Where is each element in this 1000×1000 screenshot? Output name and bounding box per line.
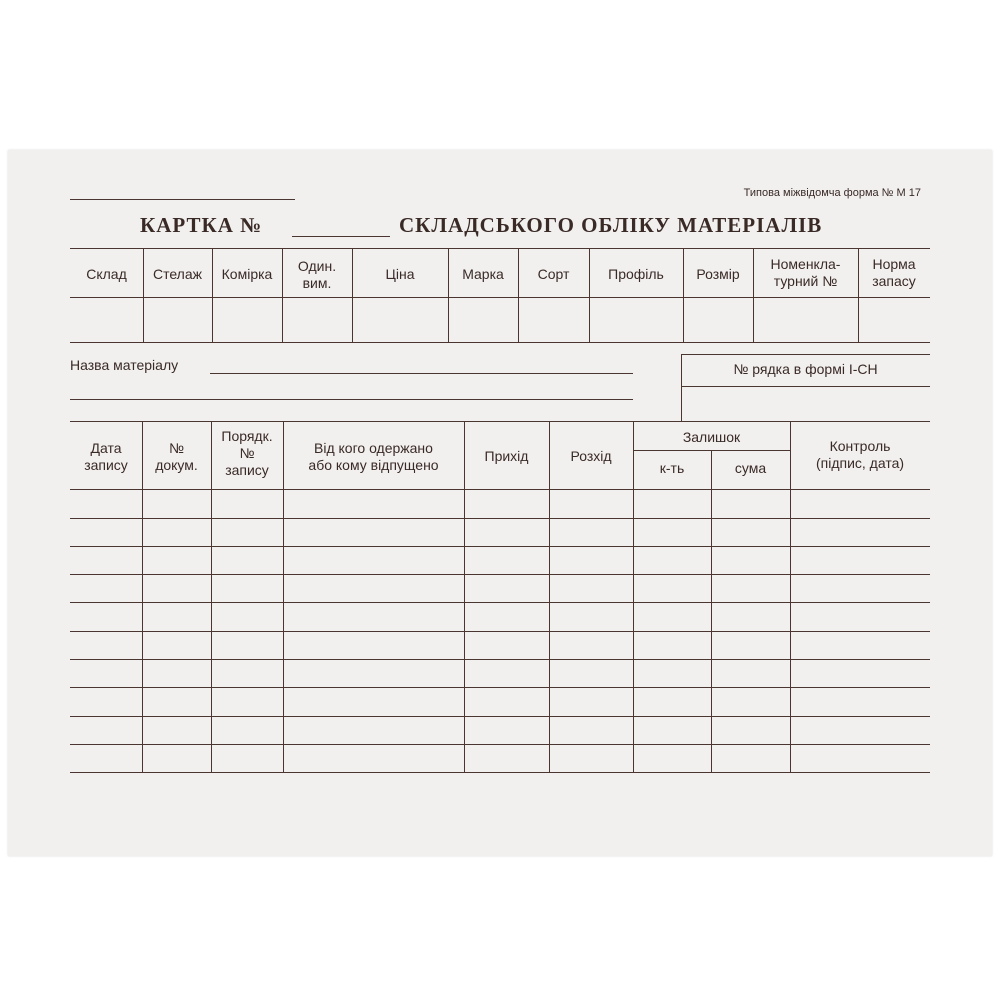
col-header-stock-norm: Норма запасу [872,256,916,289]
table-row [70,716,930,717]
top-table-border-bottom [70,342,930,343]
form-reference: Типова міжвідомча форма № М 17 [743,187,921,199]
col-header-income: Прихід [484,448,529,464]
col-header-size: Розмір [696,266,740,282]
header-blank-line [70,199,295,200]
table-row [70,659,930,660]
col-header-stelazh: Стелаж [152,266,202,282]
col-header-profile: Профіль [608,266,664,282]
col-header-from-to: Від кого одержано або кому відпущено [308,440,439,473]
card-number-blank [292,236,390,237]
table-row [70,518,930,519]
top-table-col-divider [352,248,353,342]
material-name-line-2 [70,399,633,400]
table-row [70,546,930,547]
col-header-date: Дата запису [84,440,128,473]
col-header-qty: к-ть [659,460,685,476]
top-table-col-divider [212,248,213,342]
top-table-border-top [70,248,930,249]
material-name-line-1 [210,373,633,374]
col-header-unit: Один. вим. [297,258,337,291]
col-header-expense: Розхід [570,448,612,464]
top-table-header-bottom [70,297,930,298]
top-table-col-divider [518,248,519,342]
main-table-col-divider [464,421,465,772]
main-table-border-bottom [70,772,930,773]
main-table-col-divider [790,421,791,772]
page-title: СКЛАДСЬКОГО ОБЛІКУ МАТЕРІАЛІВ [399,213,823,237]
title-prefix: КАРТКА № [140,213,263,237]
col-header-price: Ціна [385,266,415,282]
row-number-label: № рядка в формі І-СН [733,361,878,377]
col-header-doc-no: № докум. [155,440,198,473]
col-header-grade: Сорт [537,266,570,282]
table-row [70,744,930,745]
row-number-box-top [681,354,930,355]
main-table-col-divider [549,421,550,772]
top-table-col-divider [683,248,684,342]
main-table-header-bottom [70,489,930,490]
material-name-label: Назва матеріалу [70,357,179,373]
table-row [70,602,930,603]
top-table-col-divider [589,248,590,342]
table-row [70,574,930,575]
col-header-nomenclature: Номенкла- турний № [770,256,841,289]
main-table-border-top [70,421,930,422]
table-row [70,631,930,632]
col-header-seq-no: Порядк. № запису [221,428,273,478]
col-header-komirka: Комірка [221,266,273,282]
row-number-box-mid [681,386,930,387]
col-header-balance: Залишок [682,429,741,445]
col-header-control: Контроль (підпис, дата) [815,438,905,471]
table-row [70,687,930,688]
main-table-col-divider [711,450,712,772]
col-header-sklad: Склад [86,266,127,282]
col-header-brand: Марка [462,266,504,282]
top-table-col-divider [143,248,144,342]
col-header-sum: сума [734,460,767,476]
top-table-col-divider [448,248,449,342]
